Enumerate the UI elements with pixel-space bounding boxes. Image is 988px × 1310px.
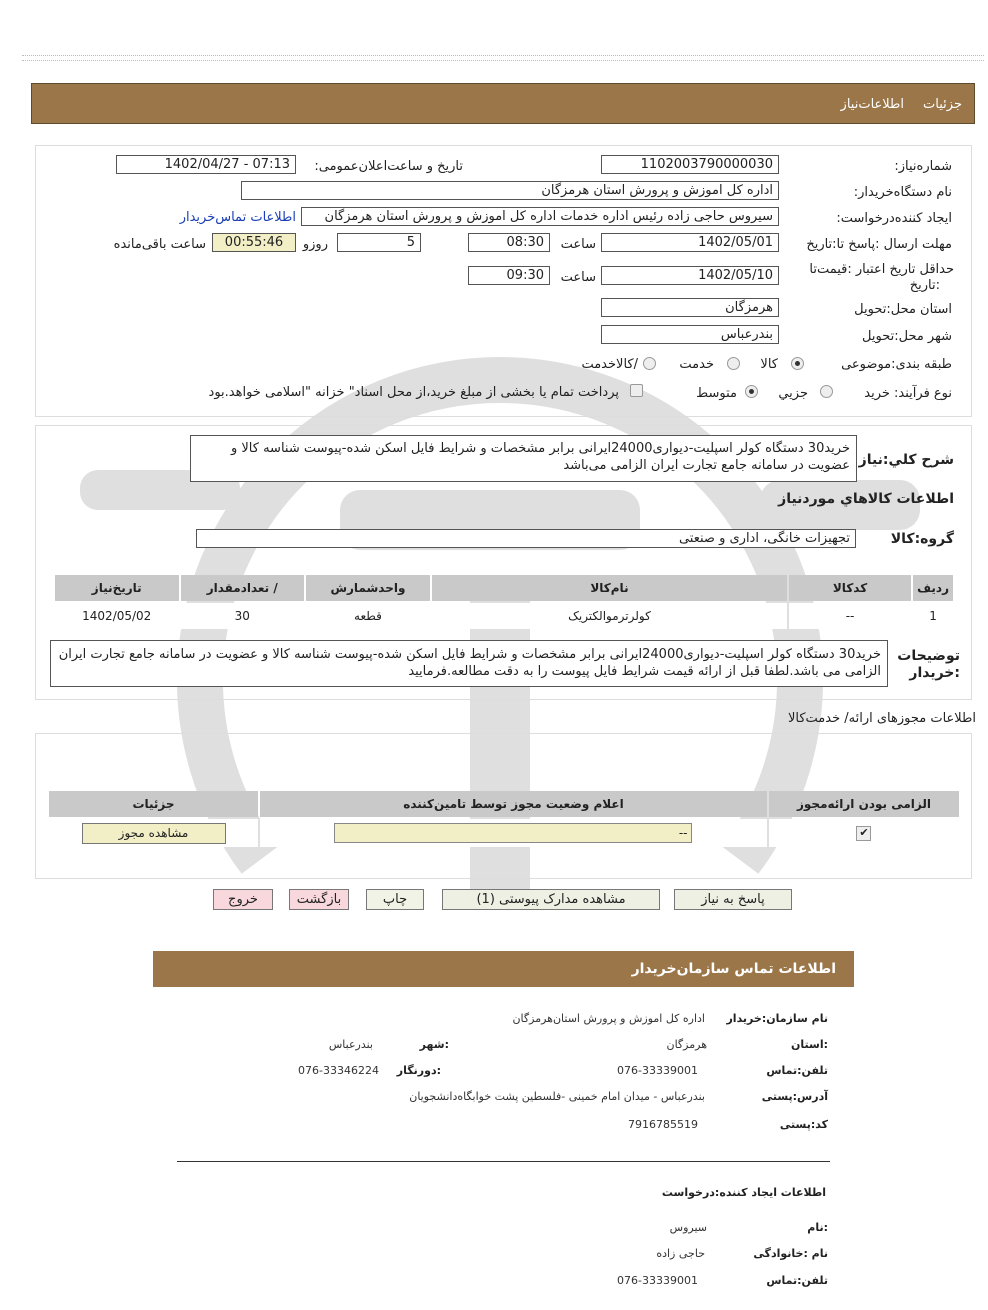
category-label: طبقه بندی:موضوعی	[841, 357, 952, 372]
remaining-label: ساعت باقی‌مانده	[113, 237, 206, 252]
deadline-label: مهلت ارسال :پاسخ تا:تاریخ	[806, 237, 952, 252]
postal-label: کد:پستی	[779, 1118, 828, 1131]
fax-label: :دورنگار	[396, 1064, 441, 1077]
permit-required-checkbox[interactable]: ✔	[856, 826, 871, 841]
requester-field[interactable]: سیروس حاجی زاده رئیس اداره خدمات اداره کل اموزش و پرورش استان هرمزگان	[301, 207, 779, 226]
creator-phone-label: تلفن:تماس	[766, 1274, 828, 1287]
radio-service[interactable]	[727, 357, 740, 370]
deadline-time-field[interactable]: 08:30	[468, 233, 550, 252]
col-name: نام‌کالا	[432, 575, 787, 601]
header-bar	[31, 83, 975, 124]
view-permit-button[interactable]: مشاهده مجوز	[82, 823, 226, 844]
radio-goods[interactable]	[791, 357, 804, 370]
creator-title: اطلاعات ایجاد کننده:درخواست	[661, 1186, 826, 1199]
goods-info-label: اطلاعات کالاهاي موردنیاز	[778, 491, 954, 507]
remaining-time-field: 00:55:46	[212, 233, 296, 252]
permits-title: اطلاعات مجوزهای ارائه/ خدمت‌کالا	[787, 711, 976, 726]
fax-value: 076-33346224	[298, 1064, 379, 1077]
deadline-date-field[interactable]: 1402/05/01	[601, 233, 779, 252]
col-code: کدکالا	[789, 575, 911, 601]
province-label: استان محل:تحویل	[854, 302, 952, 317]
creator-name-label: :نام	[807, 1221, 828, 1234]
city-contact-value: بندرعباس	[328, 1038, 373, 1051]
cell-code: --	[789, 603, 911, 629]
deadline-time-label: ساعت	[560, 237, 596, 252]
radio-goods-label: کالا	[760, 357, 778, 372]
table-row	[49, 819, 959, 847]
cell-unit: قطعه	[306, 603, 430, 629]
radio-goods-service[interactable]	[643, 357, 656, 370]
need-number-field[interactable]: 1102003790000030	[601, 155, 779, 174]
permits-table	[47, 789, 961, 849]
province-field[interactable]: هرمزگان	[601, 298, 779, 317]
col-date: تاریخ‌نیاز	[55, 575, 179, 601]
phone-value: 076-33339001	[617, 1064, 698, 1077]
contact-title: اطلاعات تماس سازمان‌خریدار	[631, 961, 836, 977]
cell-name: کولرترموالکتریک	[432, 603, 787, 629]
validity-time-field[interactable]: 09:30	[468, 266, 550, 285]
buyer-contact-link[interactable]: اطلاعات تماس‌خریدار	[179, 210, 296, 225]
address-value: بندرعباس - میدان امام خمینی -فلسطین پشت خوابگاه‌دانشجویان	[409, 1090, 705, 1103]
validity-date-field[interactable]: 1402/05/10	[601, 266, 779, 285]
contact-divider	[177, 1161, 830, 1162]
process-label: نوع فرآیند: خرید	[864, 386, 952, 401]
org-value: اداره کل اموزش و پرورش استان‌هرمزگان	[512, 1012, 705, 1025]
cell-row: 1	[913, 603, 953, 629]
buyer-notes-text: خرید30 دستگاه کولر اسپلیت-دیواری24000ایرانی برابر مشخصات و شرایط فایل اسکن شده-پیوست شناسه کالا و عضویت در سامانه جامع تجارت ایران الزامی می باشد.لطفا قبل از ارائه قیمت شرایط فایل پیوست را به دقت مطالعه.فرمایید	[50, 640, 888, 687]
city-label: شهر محل:تحویل	[862, 329, 952, 344]
payment-checkbox[interactable]	[630, 384, 643, 397]
validity-label-2: :تاریخ	[909, 278, 940, 293]
buyer-notes-label-2: :خریدار	[909, 665, 960, 681]
col-permit-required: الزامی بودن ارائه‌مجوز	[769, 791, 959, 817]
cell-qty: 30	[181, 603, 304, 629]
col-unit: واحدشمارش	[306, 575, 430, 601]
radio-partial[interactable]	[820, 385, 833, 398]
buyer-notes-label-1: توضیحات	[897, 648, 960, 664]
group-field: تجهیزات خانگی، اداری و صنعتی	[196, 529, 856, 548]
days-label: روزو	[302, 237, 328, 252]
cell-date: 1402/05/02	[55, 603, 179, 629]
radio-goods-service-label: /کالاخدمت	[581, 357, 638, 372]
province-contact-value: هرمزگان	[666, 1038, 707, 1051]
table-row	[55, 603, 953, 629]
top-divider	[22, 55, 984, 61]
summary-text: خرید30 دستگاه کولر اسپلیت-دیواری24000ایرانی برابر مشخصات و شرایط فایل اسکن شده-پیوست شناسه کالا و عضویت در سامانه جامع تجارت ایران الزامی می‌باشد	[190, 435, 857, 482]
creator-name-value: سیروس	[669, 1221, 707, 1234]
group-label: گروه:کالا	[890, 531, 954, 547]
radio-medium[interactable]	[745, 385, 758, 398]
validity-label-1: حداقل تاریخ اعتبار :قیمت‌تا	[809, 262, 954, 277]
creator-family-label: نام :خانوادگی	[753, 1247, 828, 1260]
print-button[interactable]: چاپ	[366, 889, 424, 910]
creator-phone-value: 076-33339001	[617, 1274, 698, 1287]
creator-family-value: حاجی زاده	[656, 1247, 705, 1260]
exit-button[interactable]: خروج	[213, 889, 273, 910]
col-permit-status: اعلام وضعیت مجوز توسط تامین‌کننده	[260, 791, 767, 817]
radio-medium-label: متوسط	[696, 386, 737, 401]
permit-status-field[interactable]: --	[334, 823, 692, 843]
announce-label: تاریخ و ساعت‌اعلان‌عمومی:	[314, 159, 463, 174]
validity-time-label: ساعت	[560, 270, 596, 285]
days-field[interactable]: 5	[337, 233, 421, 252]
radio-service-label: خدمت	[679, 357, 714, 372]
col-permit-details: جزئیات	[49, 791, 258, 817]
province-contact-label: :استان	[791, 1038, 828, 1051]
tab-details[interactable]: جزئیات	[923, 97, 962, 112]
radio-partial-label: جزیي	[778, 386, 808, 401]
attachments-button[interactable]: مشاهده مدارک پیوستی (1)	[442, 889, 660, 910]
phone-label: تلفن:تماس	[766, 1064, 828, 1077]
goods-table	[53, 573, 955, 631]
contact-bar	[153, 951, 854, 987]
col-row: ردیف	[913, 575, 953, 601]
reply-button[interactable]: پاسخ به نیاز	[674, 889, 792, 910]
tab-need-info[interactable]: اطلاعات‌نیاز	[840, 97, 904, 112]
org-label: نام سازمان:خریدار	[726, 1012, 828, 1025]
back-button[interactable]: بازگشت	[289, 889, 349, 910]
buyer-field[interactable]: اداره کل اموزش و پرورش استان هرمزگان	[241, 181, 779, 200]
payment-note: پرداخت تمام یا بخشی از مبلغ خرید،از محل اسناد" خزانه "اسلامی خواهد.بود	[208, 385, 619, 400]
announce-field[interactable]: 1402/04/27 - 07:13	[116, 155, 296, 174]
address-label: آدرس:پستی	[761, 1090, 828, 1103]
city-field[interactable]: بندرعباس	[601, 325, 779, 344]
requester-label: ایجاد کننده‌درخواست:	[836, 211, 952, 226]
col-qty: / تعدادمقدار	[181, 575, 304, 601]
need-number-label: شماره‌نیاز:	[894, 159, 952, 174]
summary-label: شرح کلي:نیاز	[858, 452, 954, 468]
postal-value: 7916785519	[628, 1118, 698, 1131]
buyer-label: نام دستگاه‌خریدار:	[853, 185, 952, 200]
city-contact-label: :شهر	[419, 1038, 449, 1051]
